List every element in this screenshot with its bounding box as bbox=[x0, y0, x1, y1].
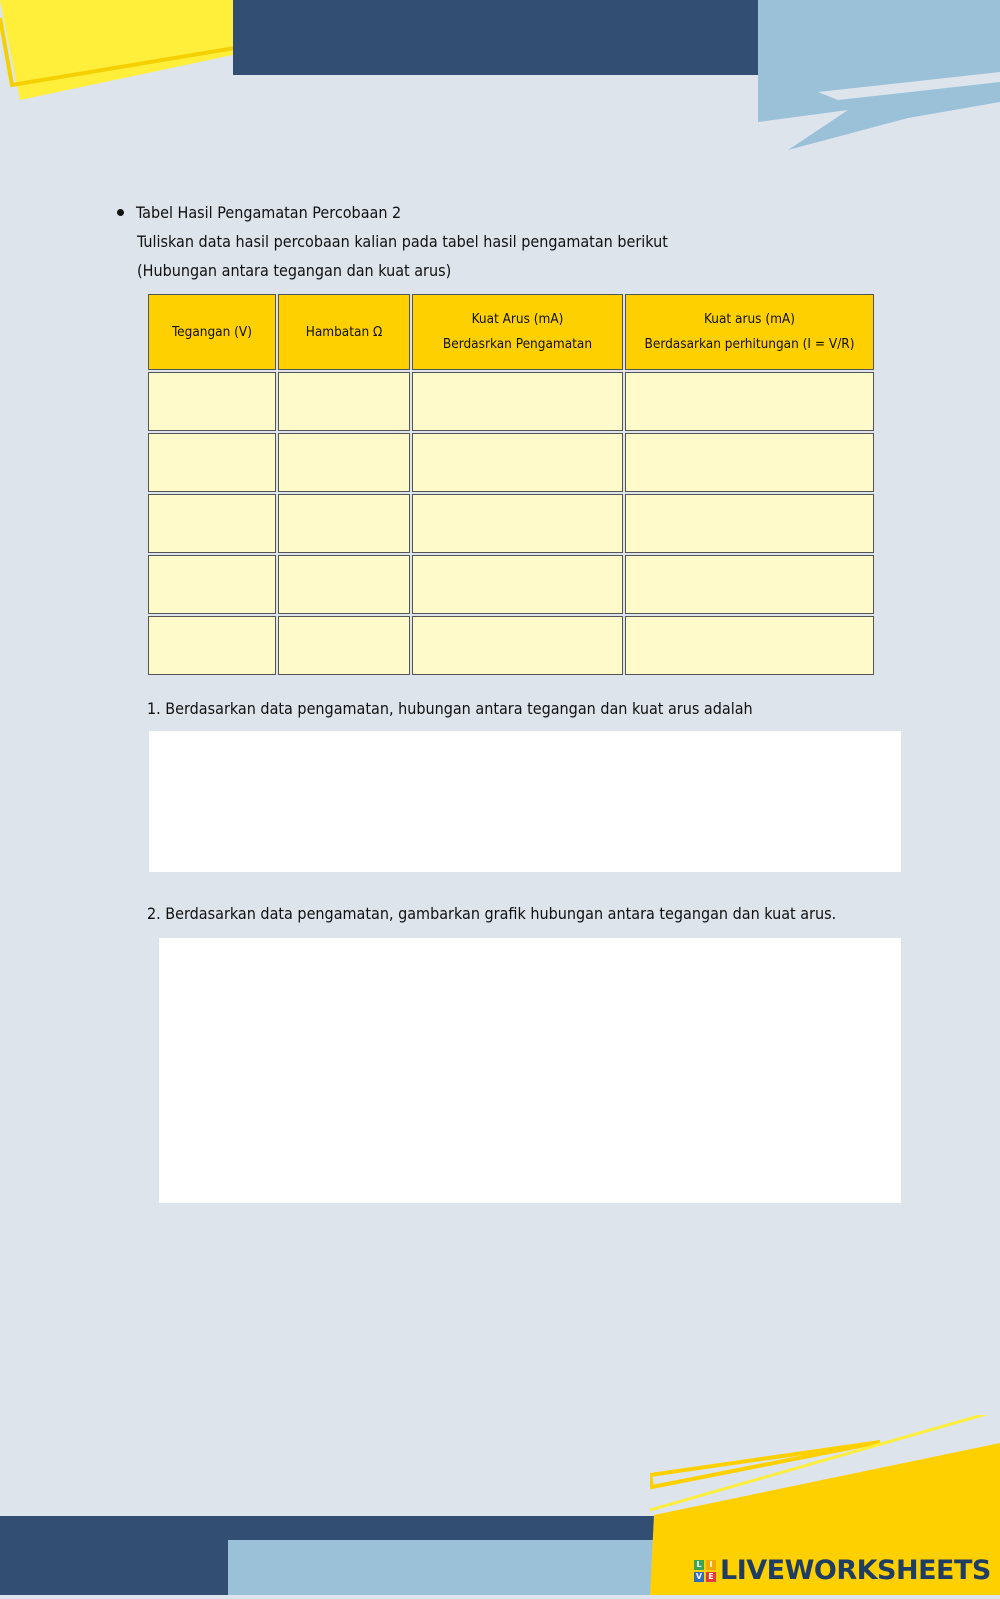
answer-box-1[interactable] bbox=[149, 731, 901, 872]
table-cell[interactable] bbox=[625, 616, 874, 675]
blue-brush-top bbox=[758, 0, 1000, 150]
table-cell[interactable] bbox=[625, 433, 874, 492]
table-cell[interactable] bbox=[625, 372, 874, 431]
table-cell[interactable] bbox=[278, 433, 410, 492]
table-cell[interactable] bbox=[148, 372, 276, 431]
table-row bbox=[148, 555, 874, 614]
table-cell[interactable] bbox=[148, 494, 276, 553]
header-kuat-arus-pengamatan: Kuat Arus (mA) Berdasrkan Pengamatan bbox=[412, 294, 623, 370]
bullet-icon bbox=[117, 209, 124, 216]
instruction-text: Tuliskan data hasil percobaan kalian pada tabel hasil pengamatan berikut bbox=[137, 232, 668, 251]
logo-mark-icon: L I V E bbox=[694, 1560, 716, 1582]
table-cell[interactable] bbox=[148, 616, 276, 675]
header-hambatan: Hambatan Ω bbox=[278, 294, 410, 370]
table-cell[interactable] bbox=[412, 494, 623, 553]
table-cell[interactable] bbox=[625, 555, 874, 614]
table-cell[interactable] bbox=[625, 494, 874, 553]
question-2: 2. Berdasarkan data pengamatan, gambarkan grafik hubungan antara tegangan dan kuat arus. bbox=[147, 904, 837, 923]
table-cell[interactable] bbox=[278, 372, 410, 431]
table-cell[interactable] bbox=[278, 616, 410, 675]
table-cell[interactable] bbox=[412, 616, 623, 675]
observation-table bbox=[146, 292, 876, 677]
navy-banner-top bbox=[233, 0, 763, 75]
table-row bbox=[148, 372, 874, 431]
table-header-row bbox=[148, 294, 874, 370]
instruction-subtitle: (Hubungan antara tegangan dan kuat arus) bbox=[137, 261, 452, 280]
bullet-heading bbox=[117, 203, 401, 222]
table-cell[interactable] bbox=[278, 494, 410, 553]
table-cell[interactable] bbox=[412, 433, 623, 492]
table-cell[interactable] bbox=[412, 555, 623, 614]
table-cell[interactable] bbox=[148, 555, 276, 614]
table-cell[interactable] bbox=[278, 555, 410, 614]
header-tegangan: Tegangan (V) bbox=[148, 294, 276, 370]
table-title: Tabel Hasil Pengamatan Percobaan 2 bbox=[136, 203, 402, 222]
question-1: 1. Berdasarkan data pengamatan, hubungan antara tegangan dan kuat arus adalah bbox=[147, 699, 753, 718]
answer-box-2[interactable] bbox=[159, 938, 901, 1203]
table-cell[interactable] bbox=[412, 372, 623, 431]
table-row bbox=[148, 616, 874, 675]
header-kuat-arus-perhitungan: Kuat arus (mA) Berdasarkan perhitungan (I = V/R) bbox=[625, 294, 874, 370]
table-row bbox=[148, 433, 874, 492]
table-cell[interactable] bbox=[148, 433, 276, 492]
table-row bbox=[148, 494, 874, 553]
liveworksheets-logo bbox=[694, 1555, 991, 1586]
logo-text: LIVEWORKSHEETS bbox=[720, 1555, 991, 1586]
